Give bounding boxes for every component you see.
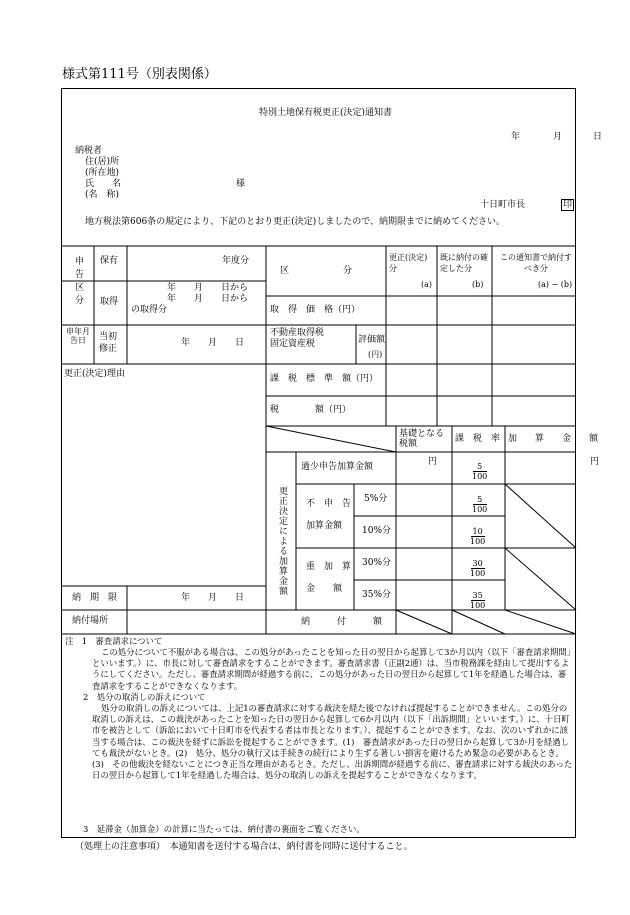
acquisition-from-2: 年 月 日から: [167, 294, 249, 304]
rate-fraction: 5 100: [472, 495, 488, 514]
declaration-date-value: 年 月 日: [181, 338, 245, 348]
heavy-add-label-2: 金 額: [306, 584, 343, 594]
payment-amount-label: 納 付 額: [301, 617, 383, 627]
correction-add-side-label: 更正決定による加算金額: [277, 486, 287, 596]
rate-fraction: 10 100: [470, 527, 486, 546]
add-amount-header: 加 算 金 額: [508, 434, 599, 444]
document-title: 特別土地保有税更正(決定)通知書: [259, 108, 393, 118]
issue-day-label: 日: [593, 132, 603, 142]
yen-unit-1: 円: [428, 457, 438, 467]
rate-fraction: 5 100: [472, 462, 488, 481]
pct-5: 5%分: [364, 494, 388, 504]
category-header: 区 分: [280, 266, 353, 276]
note-3: 3 延滞金（加算金）の計算に当たっては、納付書の裏面をご覧ください。: [83, 824, 365, 834]
deadline-label: 納 期 限: [72, 593, 118, 603]
issue-year-label: 年: [511, 132, 521, 142]
issue-month-label: 月: [553, 132, 563, 142]
taxpayer-name-label: 氏 名: [85, 179, 122, 189]
note-1-body: この処分について不服がある場合は、この処分があったことを知った日の翌日から起算して3か月以内（以下「審査請求期間」といいます。）に、市長に対して審査請求をすることができます。審査請求書（正副2通）は、当市税務課を経由して提出するようにしてください。ただし、審査請求期間が経過する前に、この処分があった日の翌日から起算して1年を経過した場合は、審査請求をすることができなくなります。: [92, 647, 571, 691]
heavy-add-label-1: 重 加 算: [306, 562, 352, 572]
taxpayer-corp-label: (名 称): [85, 190, 120, 200]
taxpayer-label: 納税者: [75, 146, 103, 156]
taxpayer-location-label: (所在地): [85, 168, 120, 178]
acquisition-label: 取得: [100, 297, 119, 307]
fiscal-year-label: 年度分: [222, 256, 250, 266]
col-c-header: この通知書で納付すべき分: [500, 253, 572, 273]
rate-fraction: 30 100: [470, 559, 486, 578]
col-b-header: 既に納付の確定した分: [440, 253, 488, 273]
tax-amount-label: 税 額（円）: [270, 405, 352, 415]
col-b-mark: (b): [472, 280, 484, 289]
acquisition-price-label: 取 得 価 格（円）: [270, 305, 361, 315]
pct-10: 10%分: [362, 526, 392, 536]
note-2-body: 処分の取消しの訴えについては、上記1の審査請求に対する裁決を経た後でなければ提起することができません。この処分の取消しの訴えは、この裁決があったことを知った日の翌日から起算して6か月以内（以下「出訴期間」といいます。）に、十日町市を被告として（訴訟において十日町市を代表する者は市長となります。）、提起することができます。なお、次のいずれかに該当する場合は、この裁決を経ずに訴訟を提起することができます。(1) 審査請求があった日の翌日から起算して3か月を経過しても裁決がないとき。(2) 処分、処分の執行又は手続きの続行により生ずる著しい損害を避けるため緊急の必要があるとき。(3) その他裁決を経ないことにつき正当な理由があるとき。ただし、出訴期間が経過する前に、審査請求に対する裁決のあった日の翌日から起算して1年を経過した場合は、処分の取消しの訴えを提起することができなくなります。: [92, 703, 573, 781]
underreport-label: 過少申告加算金額: [301, 462, 374, 472]
intro-text: 地方税法第606条の規定により、下記のとおり更正(決定)しましたので、納期限までに納めてください。: [85, 217, 506, 227]
assess-label-3: 評価額: [358, 335, 386, 345]
rate-fraction: 35 100: [470, 591, 486, 610]
assess-label-2: 固定資産税: [270, 339, 316, 349]
holding-label: 保有: [100, 256, 119, 266]
tax-base-label: 課 税 標 準 額（円）: [270, 374, 379, 384]
pct-30: 30%分: [362, 558, 392, 568]
amended-label: 修正: [99, 344, 118, 354]
processing-note: （処理上の注意事項） 本通知書を送付する場合は、納付書を同時に送付すること。: [75, 842, 413, 852]
mayor-title: 十日町市長: [480, 200, 526, 210]
seal-mark: 印: [563, 200, 573, 210]
assess-unit: (円): [368, 350, 383, 359]
acquisition-from-1: 年 月 日から: [167, 283, 249, 293]
form-title: 様式第111号（別表関係）: [62, 67, 217, 82]
col-a-mark: (a): [421, 280, 433, 289]
col-c-mark: (a) − (b): [538, 280, 573, 289]
taxpayer-address-label: 住(居)所: [85, 157, 120, 167]
deadline-date: 年 月 日: [181, 593, 245, 603]
note-2-heading: 2 処分の取消しの訴えについて: [83, 692, 206, 702]
declaration-date-header: 申年月告日: [66, 327, 90, 345]
declaration-type-label: 申告区分: [73, 256, 83, 308]
col-a-header: 更正(決定)分: [389, 253, 428, 273]
tax-rate-header: 課 税 率: [455, 434, 501, 444]
non-declaration-label-2: 加算金額: [306, 521, 343, 531]
honorific: 様: [236, 179, 246, 189]
pct-35: 35%分: [362, 590, 392, 600]
base-tax-header: 基礎となる税額: [399, 429, 445, 449]
acquisition-portion-label: の取得分: [131, 305, 168, 315]
payment-place-label: 納付場所: [72, 616, 109, 626]
note-1-heading: 注 1 審査請求について: [65, 636, 163, 646]
yen-unit-2: 円: [590, 457, 600, 467]
reason-label: 更正(決定)理由: [64, 369, 126, 379]
assess-label-1: 不動産取得税: [270, 328, 325, 338]
non-declaration-label-1: 不 申 告: [306, 499, 352, 509]
initial-label: 当初: [99, 332, 118, 342]
